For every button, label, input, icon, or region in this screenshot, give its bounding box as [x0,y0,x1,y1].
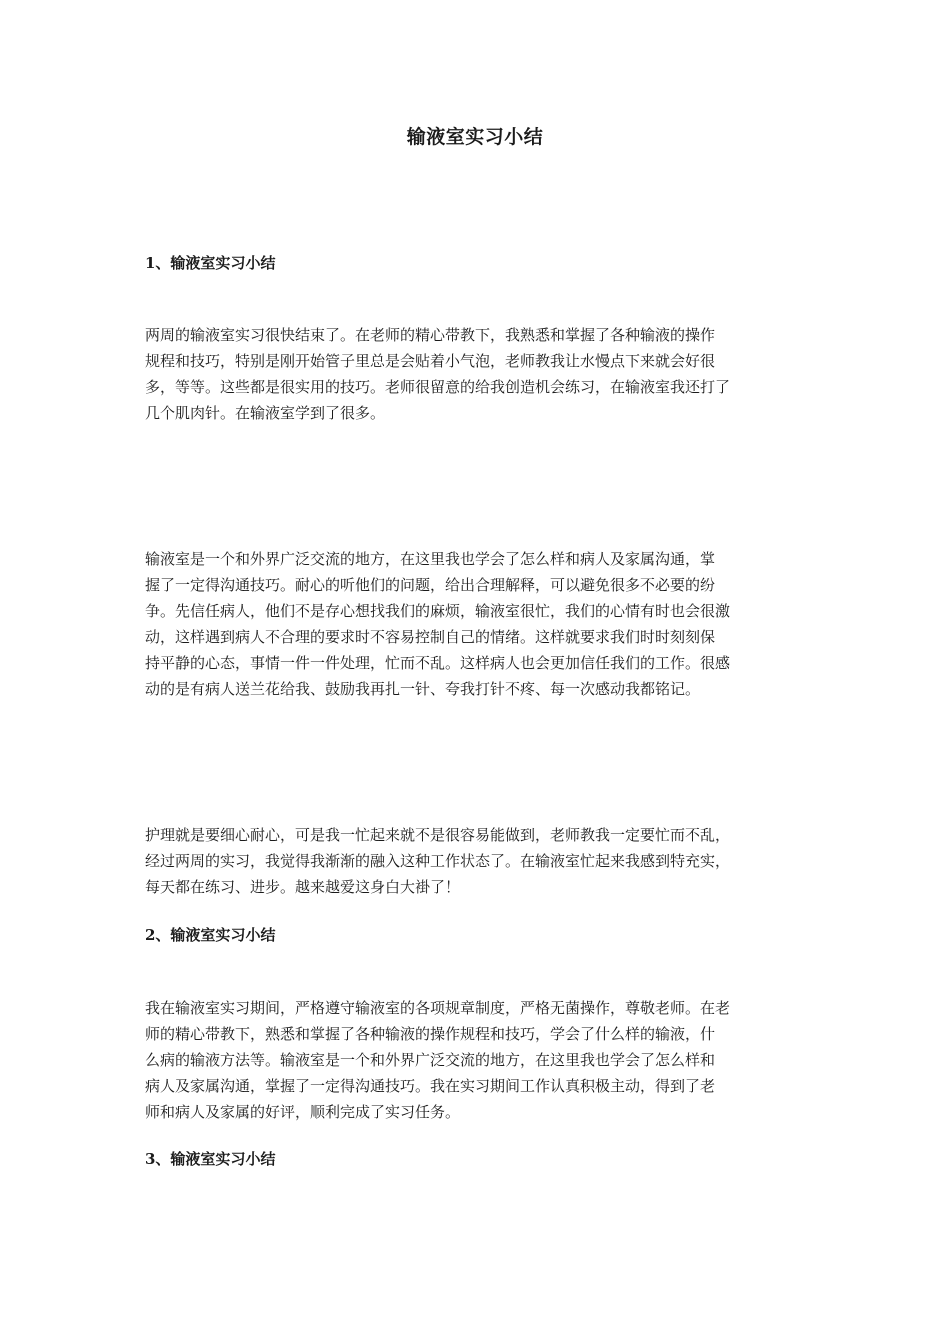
paragraph-line: 经过两周的实习，我觉得我渐渐的融入这种工作状态了。在输液室忙起来我感到特充实， [145,852,731,870]
paragraph-line: 么病的输液方法等。输液室是一个和外界广泛交流的地方，在这里我也学会了怎么样和 [145,1051,716,1069]
paragraph-line: 几个肌肉针。在输液室学到了很多。 [145,404,386,422]
paragraph-line: 多，等等。这些都是很实用的技巧。老师很留意的给我创造机会练习，在输液室我还打了 [145,378,731,396]
paragraph-line: 动，这样遇到病人不合理的要求时不容易控制自己的情绪。这样就要求我们时时刻刻保 [145,628,716,646]
paragraph-line: 病人及家属沟通，掌握了一定得沟通技巧。我在实习期间工作认真积极主动，得到了老 [145,1077,716,1095]
paragraph-line: 握了一定得沟通技巧。耐心的听他们的问题，给出合理解释，可以避免很多不必要的纷 [145,576,716,594]
paragraph-1-3 [145,822,815,900]
paragraph-line: 护理就是要细心耐心，可是我一忙起来就不是很容易能做到，老师教我一定要忙而不乱， [145,826,731,844]
paragraph-line: 两周的输液室实习很快结束了。在老师的精心带教下，我熟悉和掌握了各种输液的操作 [145,326,716,344]
paragraph-line: 师和病人及家属的好评，顺利完成了实习任务。 [145,1103,461,1121]
section-heading-1: 1、输液室实习小结 [145,254,276,272]
paragraph-line: 我在输液室实习期间，严格遵守输液室的各项规章制度，严格无菌操作，尊敬老师。在老 [145,999,731,1017]
paragraph-line: 持平静的心态，事情一件一件处理，忙而不乱。这样病人也会更加信任我们的工作。很感 [145,654,731,672]
paragraph-1-1 [145,322,815,426]
paragraph-line: 每天都在练习、进步。越来越爱这身白大褂了！ [145,878,461,896]
paragraph-line: 师的精心带教下，熟悉和掌握了各种输液的操作规程和技巧，学会了什么样的输液，什 [145,1025,716,1043]
section-heading-2: 2、输液室实习小结 [145,926,276,944]
paragraph-2-1 [145,995,815,1125]
section-heading-3: 3、输液室实习小结 [145,1150,276,1168]
paragraph-line: 争。先信任病人，他们不是存心想找我们的麻烦，输液室很忙，我们的心情有时也会很激 [145,602,731,620]
paragraph-line: 输液室是一个和外界广泛交流的地方，在这里我也学会了怎么样和病人及家属沟通，掌 [145,550,716,568]
paragraph-1-2 [145,546,815,702]
paragraph-line: 规程和技巧，特别是刚开始管子里总是会贴着小气泡，老师教我让水慢点下来就会好很 [145,352,716,370]
paragraph-line: 动的是有病人送兰花给我、鼓励我再扎一针、夸我打针不疼、每一次感动我都铭记。 [145,680,701,698]
document-title: 输液室实习小结 [406,126,544,148]
